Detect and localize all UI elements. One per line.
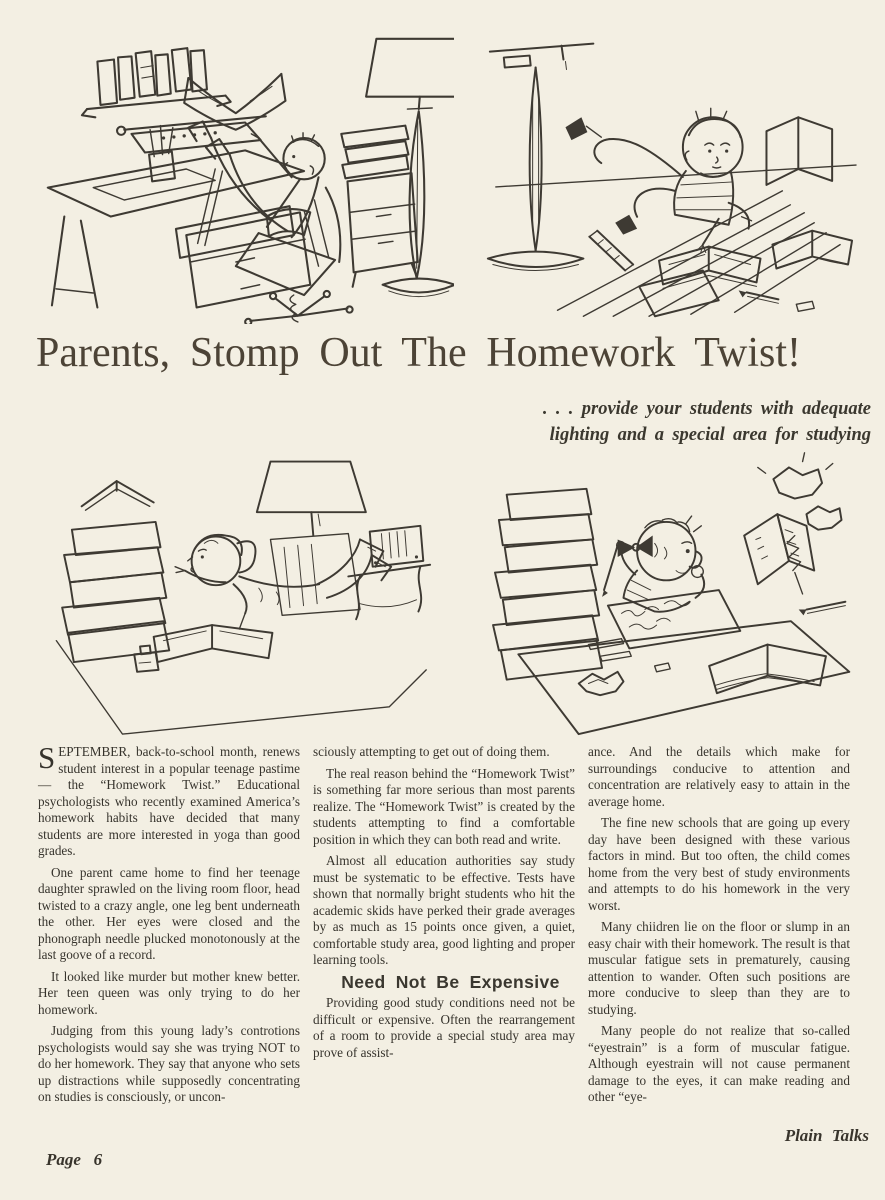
- paragraph: It looked like murder but mother knew better. Her teen queen was only trying to do her homework.: [38, 968, 300, 1017]
- article-columns: [38, 740, 850, 1111]
- paragraph: Many chiidren lie on the floor or slump in an easy chair with their homework. The result is that muscular fatigue sets in prematurely, causing attention to wander. Often such positions are more conducive to sleep than they are to studying.: [588, 919, 850, 1017]
- article-column-2: [313, 744, 575, 1111]
- girl-desk-illustration: [459, 446, 858, 738]
- paragraph: Many people do not realize that so-called “eyestrain” is a form of muscular fatigue. Although eyestrain will not cause permanent damage to the eyes, it can make reading and other “eye-: [588, 1023, 850, 1104]
- paragraph: The real reason behind the “Homework Twist” is something far more serious than most parents realize. The “Homework Twist” is created by the students attempting to find a comfortable position in which they can both read and write.: [313, 765, 575, 847]
- drop-cap: S: [38, 740, 56, 775]
- paragraph: ance. And the details which make for surroundings conducive to attention and concentration are relatively easy to attain in the average home.: [588, 744, 850, 809]
- paragraph-text: EPTEMBER, back-to-school month, renews student interest in a popular teenage pastime — the “Homework Twist.” Educational psychologists who recently examined America’s homework habits have decided that many students are more interested in yoga than good grades.: [38, 744, 300, 858]
- paragraph: Judging from this young lady’s controtions psychologists would say she was trying NOT to do her homework. They say that anyone who sets up distractions while supposedly concentrating on studies is consciously, or uncon-: [38, 1023, 300, 1104]
- paragraph: [38, 740, 300, 860]
- paragraph: The fine new schools that are going up every day have been designed with these various factors in mind. But too often, the child comes home from the very best of study environments and attempts to do his homework in the very worst.: [588, 815, 850, 913]
- paragraph: One parent came home to find her teenage daughter sprawled on the living room floor, head twisted to a crazy angle, one leg bent underneath the other. Her eyes were closed and the phonograph needle plucked monotonously at the last goove of a record.: [38, 864, 300, 962]
- paragraph: Almost all education authorities say study must be systematic to be effective. Tests have shown that normally bright students who hit the academic skids have perked their grade averages by as much as 15 points once given, a quiet, comfortable study area, good lighting and proper learning tools.: [313, 853, 575, 967]
- page-title: Parents, Stomp Out The Homework Twist!: [36, 330, 801, 376]
- paragraph: sciously attempting to get out of doing them.: [313, 744, 550, 759]
- girl-floor-illustration: [30, 446, 437, 738]
- section-heading: Need Not Be Expensive: [341, 971, 560, 992]
- article-column-1: [38, 740, 300, 1111]
- page-subtitle: [401, 396, 871, 449]
- top-illustration-row: [26, 14, 860, 324]
- page-number: Page 6: [46, 1150, 103, 1169]
- middle-illustration-row: [30, 446, 858, 738]
- boy-floor-illustration: [462, 14, 860, 324]
- boy-desk-illustration: [26, 14, 454, 324]
- subtitle-line-1: . . . provide your students with adequate: [542, 399, 871, 419]
- article-column-3: [588, 744, 850, 1111]
- subtitle-line-2: lighting and a special area for studying: [549, 425, 871, 446]
- publication-name: Plain Talks: [784, 1126, 869, 1145]
- paragraph: Providing good study conditions need not be difficult or expensive. Often the rearrangement of a room to provide a special study area may prove of assist-: [313, 995, 575, 1060]
